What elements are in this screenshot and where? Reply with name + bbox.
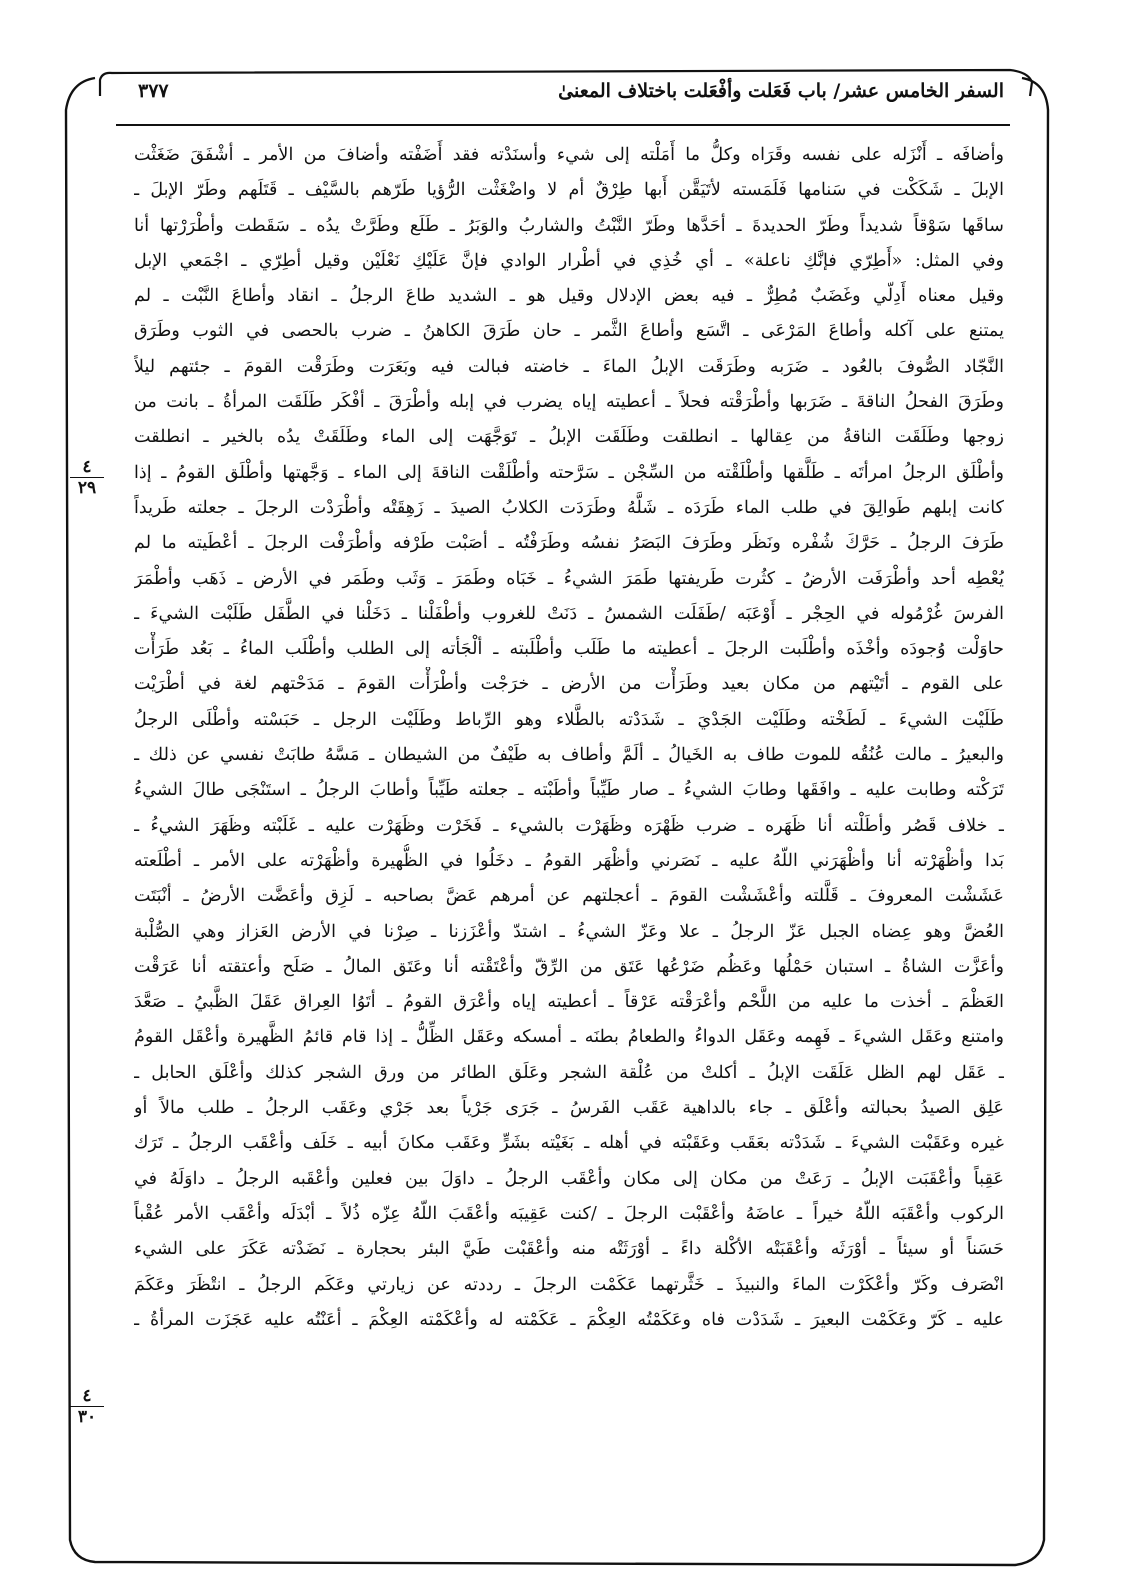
text-line: على القوم ـ أتَيْتهم من مكان بعيد وطَرَأْت من الأرض ـ خرَجْت وأطْرَأْت القومَ ـ مَدَحْتهم لغة في أطْرَيْت bbox=[134, 674, 1004, 695]
text-line: الركوب وأعْقَبَه اللّهُ خيراً ـ عاضَهُ وأعْقَبْت الرجلَ ـ /كنت عَقِيبَه وأعْقَبَ اللّهُ عِزّه ذُلاً ـ أبْدَلَه وأعْقَب الأمر عُقْباً bbox=[134, 1203, 1004, 1224]
text-line: ـ عَقَل لهم الظل عَلَقَت الإبلُ ـ أكلتْ من عُلْقة الشجر وعَلَق الطائر من ورق الشجر كذلك وأعْلَق الحابل ـ bbox=[134, 1062, 1004, 1083]
text-line: عليه ـ كَرّ وعَكَمْت البعيرَ ـ شَدَدْت فاه وعَكَمْتُه العِكْمَ ـ عَكَمْته له وأعْكَمْته العِكْمَ ـ أعَنْتُه عليه عَجَزَت المرأةُ ـ bbox=[134, 1309, 1004, 1330]
text-line: العَظْمَ ـ أخذت ما عليه من اللَّحْم وأعْرَقْته عَرْقاً ـ أعطيته إياه وأعْرَق القومُ ـ أتَوُا العِراق عَقَلَ الظَّبيُ ـ صَعَّدَ bbox=[134, 992, 1004, 1013]
header-rule bbox=[116, 124, 1010, 126]
text-line: بَدا وأظْهَرْته أنا وأظْهَرَني اللّهُ عليه ـ نَصَرني وأظْهَر القومُ ـ دخَلُوا في الظُّهيرة وأظْهَرْته على الأمر ـ أطْلَعته bbox=[134, 850, 1004, 871]
text-line: حَسَناً أو سيئاً ـ أوْرَثَه وأعْقَبَتْه الأكْلة داءً ـ أوْرَثَتْه منه وأعْقَبْت طَيَّ البئر بحجارة ـ نَضَدْته عَكَرَ على الشيء bbox=[134, 1239, 1004, 1260]
text-line: غيره وعَقَبْت الشيءَ ـ شَدَدْته بعَقَب وعَقَبْته في أهله ـ بَغَيْته بشَرٍّ وعَقَب مكانَ أبيه ـ خَلَف وأعْقَب الرجلُ ـ تَرَك bbox=[134, 1133, 1004, 1154]
text-line: عَلِق الصيدُ بحبالته وأعْلَق ـ جاء بالداهية عَقَب الفَرسُ ـ جَرَى جَرْياً بعد جَرْي وعَقَب الرجلُ ـ طلب مالاً أو bbox=[134, 1098, 1004, 1119]
text-line: وأضافَه ـ أَنْزَله على نفسه وقَرَاه وكلُّ ما أَمَلْته إلى شيء وأسنَدْته فقد أَضَفْته وأضافَ من الأمر ـ أشْفَقَ ضَغَثْت bbox=[134, 145, 1004, 165]
margin-folio-marker bbox=[70, 458, 104, 497]
text-line: طَرَفَ الرجلُ ـ حَرَّكَ شُفْره ونَظَر وطَرَفَ البَصَرُ نفسُه وطَرَفْتُه ـ أصَبْت طَرْفه وأطْرَفْت الرجلَ ـ أعْطَيته ما لم bbox=[134, 533, 1004, 554]
running-title: السفر الخامس عشر/ باب فَعَلت وأفْعَلت باختلاف المعنىٰ bbox=[558, 80, 1004, 102]
text-line: يمتنع على آكله وأطاعَ المَرْعَى ـ اتَّسَع وأطاعَ الثَّمر ـ حان طَرَقَ الكاهنُ ـ ضرب بالحصى في الثوب وطَرَق bbox=[134, 321, 1004, 342]
text-line: الإبلَ ـ شَكَكْت في سَنامها فَلَمَسته لأتَيَقَّن أَبها طِرْقٌ أم لا واضْغَثْت الرُّؤيا طَرّهم بالسَّيْف ـ قَتَلَهم وطَرّ الإبلَ ـ bbox=[134, 180, 1004, 201]
text-line: وأعَزَّت الشاةُ ـ استبان حَمْلُها وعَظُم ضَرْعُها عَتَق من الرِّقّ وأعْتَقْته أنا وعَتَق المالُ ـ صَلَح وأعتقته أنا عَرَقْت bbox=[134, 956, 1004, 977]
text-line: وطَرَقَ الفحلُ الناقةَ ـ ضَرَبها وأطْرَقْته فحلاً ـ أعطيته إياه يضرب في إبله وأطْرَقَ ـ أفْكَر طَلَقَت المرأةُ ـ بانت من bbox=[134, 392, 1004, 413]
text-line: عَشَشْت المعروفَ ـ قَلَّلته وأعْشَشْت القومَ ـ أعجلتهم عن أمرهم عَضَّ بصاحبه ـ لَزِق وأعَضَّت الأرضُ ـ أنْبَتَت bbox=[134, 886, 1004, 907]
text-line: الفرسَ غُرْمُوله في الحِجْر ـ أَوْعَبَه /طَفَلَت الشمسُ ـ دَنَتْ للغروب وأطْفَلْنا ـ دَخَلْنا في الطَّفَل طَلَبْت الشيءَ ـ bbox=[134, 603, 1004, 624]
folio-volume: ٤ bbox=[70, 1387, 104, 1407]
folio-number: ٣٠ bbox=[77, 1407, 97, 1427]
text-line: عَقِباً وأعْقَبَت الإبلُ ـ رَعَتْ من مكان إلى مكان وأعْقَب الرجلُ ـ داوَلَ بين فعلين وأعْقَبه الرجلُ ـ داوَلَهُ في bbox=[134, 1168, 1004, 1189]
text-line: وقيل معناه أَدِلّي وغَضَبٌ مُطِرٌّ ـ فيه بعض الإدلال وقيل هو ـ الشديد طاعَ الرجلُ ـ انقاد وأطاعَ النَّبْت ـ لم bbox=[134, 286, 1004, 307]
margin-folio-marker bbox=[70, 1387, 104, 1426]
text-line: انْصَرف وكَرّ وأعْكَرْت الماءَ والنبيذَ ـ خَثَّرتهما عَكَمْت الرجلَ ـ رددته عن زيارتي وعَكَم الرجلُ ـ انتْظَرَ وعَكَمَ bbox=[134, 1274, 1004, 1295]
text-line: يُعْطِه أحد وأطْرَفَت الأرضُ ـ كثُرت طَريفتها طَمَرَ الشيءُ ـ خَبَاه وطَمَرَ ـ وَثَب وطَمَر في الأرض ـ ذَهَب وأطْمَرَ bbox=[134, 568, 1004, 589]
folio-volume: ٤ bbox=[70, 458, 104, 478]
text-line: ساقَها سَوْقاً شديداً وطَرّ الحديدةَ ـ أحَدَّها وطَرّ النَّبْتُ والشاربُ والوَبَرُ ـ طَلَع وطَرَّتْ يدُه ـ سَقَطت وأطْرَرْتها أنا bbox=[134, 215, 1004, 236]
text-line: وأطْلَق الرجلُ امرأتَه ـ طَلَّقها وأطْلَقْته من السِّجْن ـ سَرَّحته وأطْلَقْت الناقةَ إلى الماء ـ وَجَّهتها وأطْلَق القومُ ـ إذا bbox=[134, 462, 1004, 483]
folio-number: ٢٩ bbox=[77, 478, 97, 498]
page-header bbox=[120, 76, 1004, 116]
text-line: ـ خلاف قَصُر وأطَلْته أنا ظَهَره ـ ضرب ظَهْرَه وظَهَرْت بالشيء ـ فَخَرْت وظَهَرْت عليه ـ غَلَبْته وظَهَرَ الشيءُ ـ bbox=[134, 815, 1004, 836]
page-number: ٣٧٧ bbox=[138, 80, 169, 102]
text-line: كانت إبلهم طَوالِقَ في طلب الماء طَرَدَه ـ شَلَّهُ وطَرَدَت الكلابُ الصيدَ ـ زَهِقَتْه وأطْرَدْت الرجلَ ـ جعلته طَريداً bbox=[134, 497, 1004, 518]
text-line: النَّجّاد الصُّوفَ بالعُود ـ ضَرَبه وطَرَقَت الإبلُ الماءَ ـ خاضته فبالت فيه وبَعَرَت وطَرَقْت القومَ ـ جئتهم ليلاً bbox=[134, 356, 1004, 377]
text-line: وفي المثل: «أَطِرّي فإنَّكِ ناعلة» ـ أي خُذِي في أطْرار الوادي فإنَّ عَلَيْكِ نَعْلَيْن وقيل أطِرّي ـ اجْمَعي الإبل bbox=[134, 250, 1004, 271]
text-line: تَرَكْته وطابت عليه ـ وافَقَها وطابَ الشيءُ ـ صار طَيِّباً وأطَبْته ـ جعلته طَيِّباً وأطابَ الرجلُ ـ استَنْجَى طالَ الشيءُ bbox=[134, 780, 1004, 801]
text-line: حاوَلْت وُجودَه وأخْذَه وأطْلَبت الرجلَ ـ أعطيته ما طَلَب وأطْلَبته ـ ألْجَأته إلى الطلب وأطْلَب الماءُ ـ بَعُد طَرَأْت bbox=[134, 639, 1004, 660]
text-line: والبعيرُ ـ مالت عُنُقُه للموت طاف به الخَيالُ ـ ألَمَّ وأطاف به طَيْفٌ من الشيطان ـ مَسَّهُ طابَتْ نفسي عن ذلك ـ bbox=[134, 745, 1004, 766]
text-line: وامتنع وعَقَل الشيءَ ـ فَهِمه وعَقَل الدواءُ والطعامُ بطنَه ـ أمسكه وعَقَل الظِّلُّ ـ إذا قام قائمُ الظَّهيرة وأعْقَل القومُ bbox=[134, 1027, 1004, 1048]
text-line: العُضَّ وهو عِضاه الجبل عَزّ الرجلُ ـ علا وعَزّ الشيءُ ـ اشتدّ وأعْزَزنا ـ صِرْنا في الأرض العَزاز وهي الصُّلْبة bbox=[134, 921, 1004, 942]
text-line: طَلَيْت الشيءَ ـ لَطَخْته وطَلَيْت الجَدْيَ ـ شَدَدْته بالطَّلاء وهو الرِّباط وطَلَيْت الرجل ـ حَبَسْته وأطْلَى الرجلُ bbox=[134, 709, 1004, 730]
text-line: زوجها وطَلَقَت الناقةُ من عِقالها ـ انطلقت وطَلَقَت الإبلُ ـ تَوَجَّهَت إلى الماء وطَلَقَتْ يدُه بالخير ـ انطلقت bbox=[134, 427, 1004, 448]
body-text bbox=[134, 138, 1004, 1338]
